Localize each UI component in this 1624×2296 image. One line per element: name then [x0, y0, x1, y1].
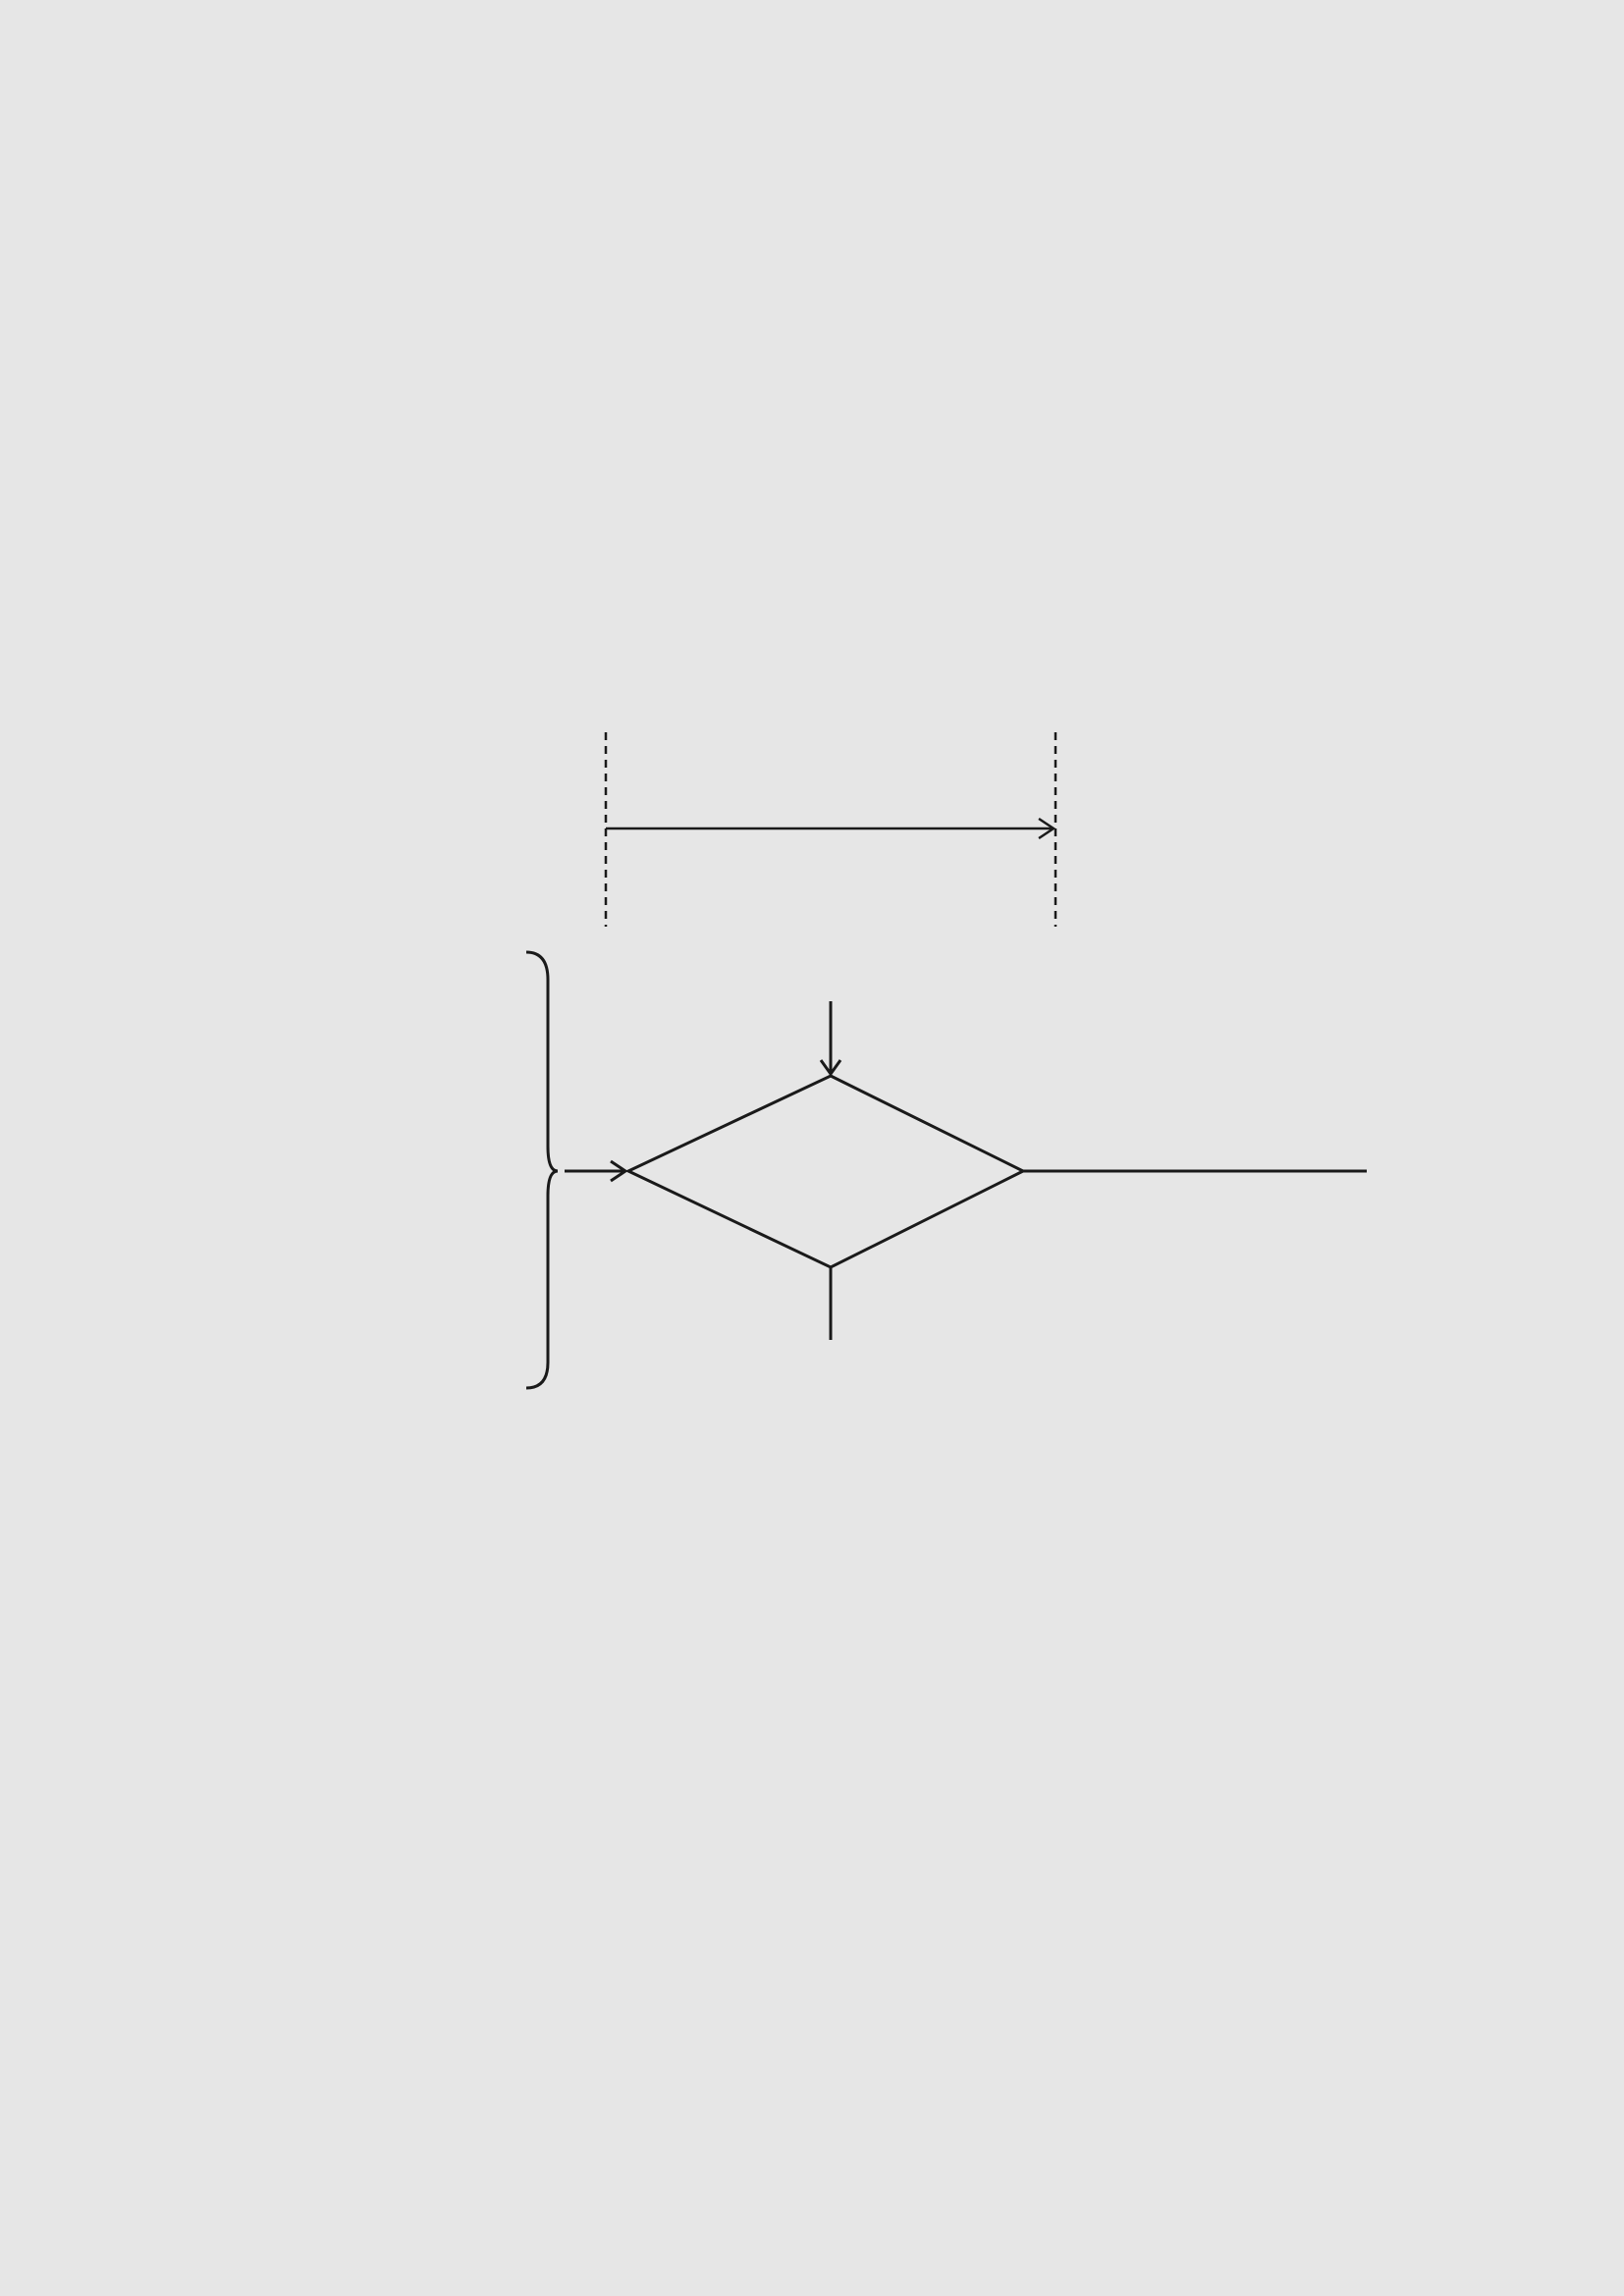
decision-diamond — [628, 1076, 1023, 1267]
list-brace — [526, 952, 558, 1388]
figure-diagram — [0, 550, 1624, 1433]
bottom-text — [116, 1532, 1430, 1544]
